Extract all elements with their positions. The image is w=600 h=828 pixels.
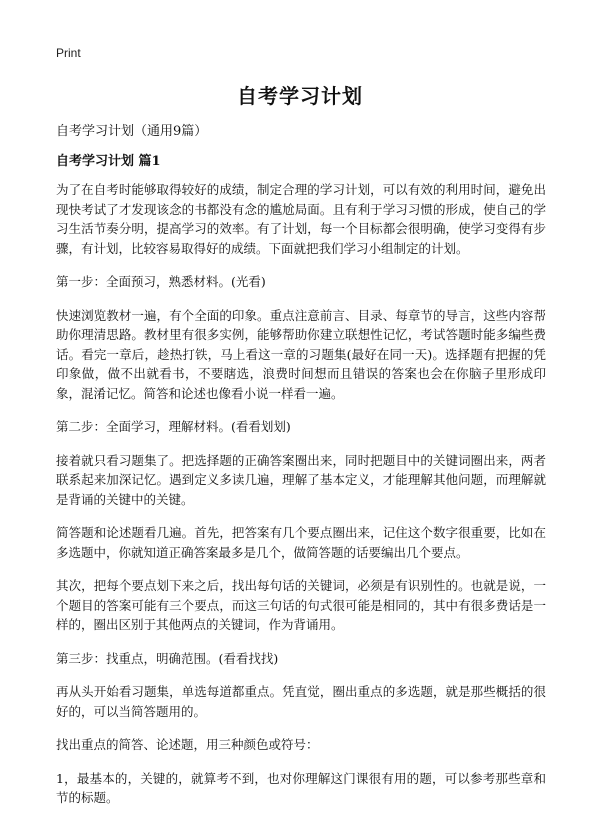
paragraph-step-1-heading: 第一步：全面预习，熟悉材料。(光看): [56, 274, 266, 289]
document-title: 自考学习计划: [237, 84, 363, 108]
paragraph-keywords: 其次，把每个要点划下来之后，找出每句话的关键词，必须是有识别性的。也就是说，一个题目的答案可能有三个要点，而这三句话的句式很可能是相同的，其中有很多费话是一样的，圈出区别于其他两点的关键词，作为背诵用。: [56, 578, 546, 632]
paragraph-item-1: 1，最基本的，关键的，就算考不到，也对你理解这门课很有用的题，可以参考那些章和节的标题。: [56, 770, 546, 805]
paragraph-colors: 找出重点的简答、论述题，用三种颜色或符号：: [56, 737, 319, 752]
paragraph-step-3-body: 再从头开始看习题集，单选每道都重点。凭直觉，圈出重点的多选题，就是那些概括的很好的，可以当简答题用的。: [56, 684, 546, 719]
paragraph-short-answer: 简答题和论述题看几遍。首先，把答案有几个要点圈出来，记住这个数字很重要，比如在多选题中，你就知道正确答案最多是几个，做简答题的话要编出几个要点。: [56, 525, 546, 560]
print-label[interactable]: Print: [56, 46, 81, 60]
paragraph-step-3-heading: 第三步：找重点，明确范围。(看看找找): [56, 650, 279, 666]
document-subtitle: 自考学习计划（通用9篇）: [56, 124, 208, 139]
document-body: [56, 180, 546, 822]
paragraph-step-2-heading: 第二步：全面学习，理解材料。(看看划划): [56, 419, 291, 434]
paragraph-intro: 为了在自考时能够取得较好的成绩，制定合理的学习计划，可以有效的利用时间，避免出现快考试了才发现该念的书都没有念的尴尬局面。且有利于学习习惯的形成，使自己的学习生活节奏分明，提高学习的效率。有了计划，每一个目标都会很明确，使学习变得有步骤，有计划，比较容易取得好的成绩。下面就把我们学习小组制定的计划。: [56, 182, 546, 256]
paragraph-step-1-body: 快速浏览教材一遍，有个全面的印象。重点注意前言、目录、每章节的导言，这些内容帮助你理清思路。教材里有很多实例，能够帮助你建立联想性记忆，考试答题时能多编些费话。看完一章后，趁热打铁，马上看这一章的习题集(最好在同一天)。选择题有把握的凭印象做，做不出就看书，不要瞎选，浪费时间想而且错误的答案也会在你脑子里形成印象，混淆记忆。简答和论述也像看小说一样看一遍。: [56, 307, 546, 401]
paragraph-step-2-body: 接着就只看习题集了。把选择题的正确答案圈出来，同时把题目中的关键词圈出来，两者联系起来加深记忆。遇到定义多读几遍，理解了基本定义，才能理解其他问题，而理解就是背诵的关键中的关键。: [56, 452, 546, 507]
section-heading: 自考学习计划 篇1: [56, 154, 161, 169]
